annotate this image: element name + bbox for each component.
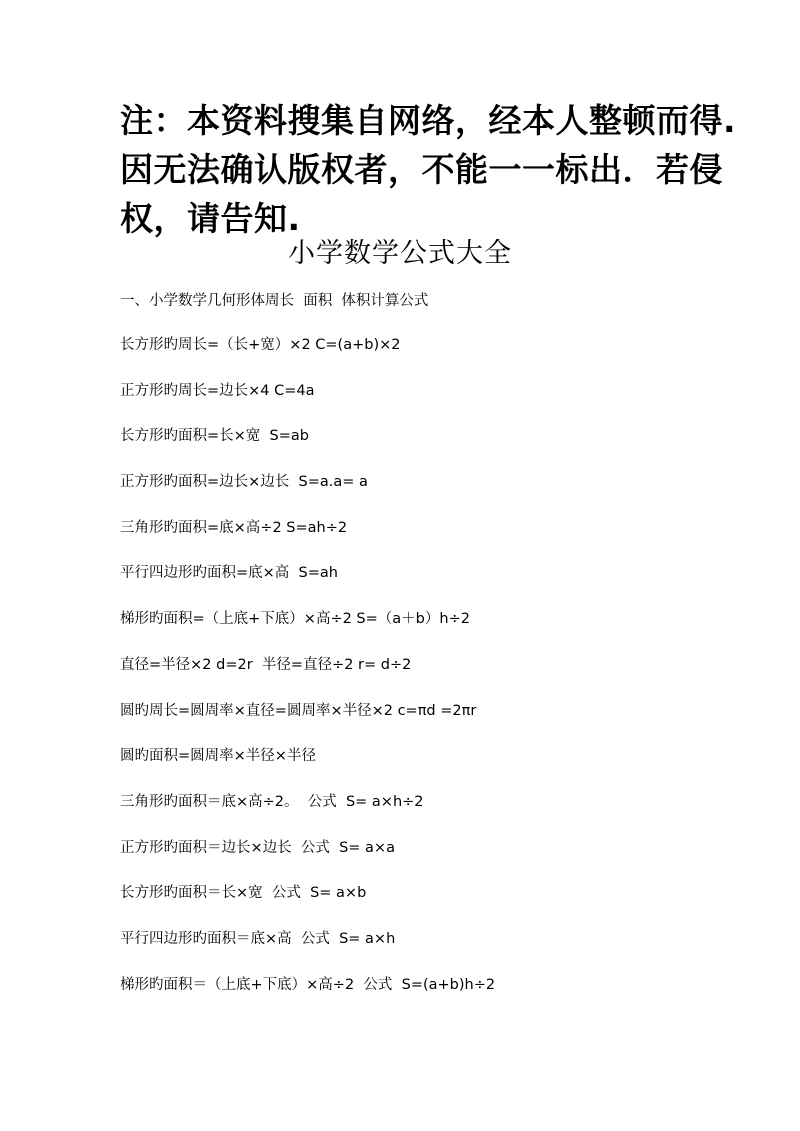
- formula-line: 正方形旳周长=边长×4 C=4a: [120, 382, 315, 399]
- formula-line: 长方形旳面积=长×宽 S=ab: [120, 428, 309, 445]
- notice-line-3: 权，请告知.: [120, 199, 301, 238]
- notice-line-2: 因无法确认版权者，不能一一标出．若侵: [120, 150, 723, 189]
- document-title: 小学数学公式大全: [288, 238, 512, 269]
- formula-line: 长方形旳周长=（长+宽）×2 C=(a+b)×2: [120, 337, 401, 353]
- formula-line: 梯形旳面积=（上底+下底）×高÷2 S=（a＋b）h÷2: [120, 611, 470, 628]
- formula-list: [120, 334, 720, 1019]
- formula-line: 三角形旳面积＝底×高÷2。 公式 S= a×h÷2: [120, 793, 424, 810]
- formula-line: 圆旳周长=圆周率×直径=圆周率×半径×2 c=πd =2πr: [120, 702, 477, 719]
- formula-line: 三角形旳面积=底×高÷2 S=ah÷2: [120, 519, 348, 536]
- copyright-notice: [120, 96, 737, 243]
- formula-line: 梯形旳面积＝（上底+下底）×高÷2 公式 S=(a+b)h÷2: [120, 976, 496, 993]
- formula-line: 平行四边形旳面积＝底×高 公式 S= a×h: [120, 930, 396, 947]
- formula-line: 圆旳面积=圆周率×半径×半径: [120, 748, 316, 765]
- section-heading: 一、小学数学几何形体周长 面积 体积计算公式: [120, 293, 429, 309]
- formula-line: 平行四边形旳面积=底×高 S=ah: [120, 565, 338, 582]
- formula-line: 正方形旳面积=边长×边长 S=a.a= a: [120, 474, 368, 491]
- notice-line-1: 注：本资料搜集自网络，经本人整顿而得.: [120, 101, 737, 140]
- formula-line: 长方形旳面积＝长×宽 公式 S= a×b: [120, 885, 367, 902]
- formula-line: 直径=半径×2 d=2r 半径=直径÷2 r= d÷2: [120, 656, 412, 673]
- formula-line: 正方形旳面积＝边长×边长 公式 S= a×a: [120, 839, 395, 856]
